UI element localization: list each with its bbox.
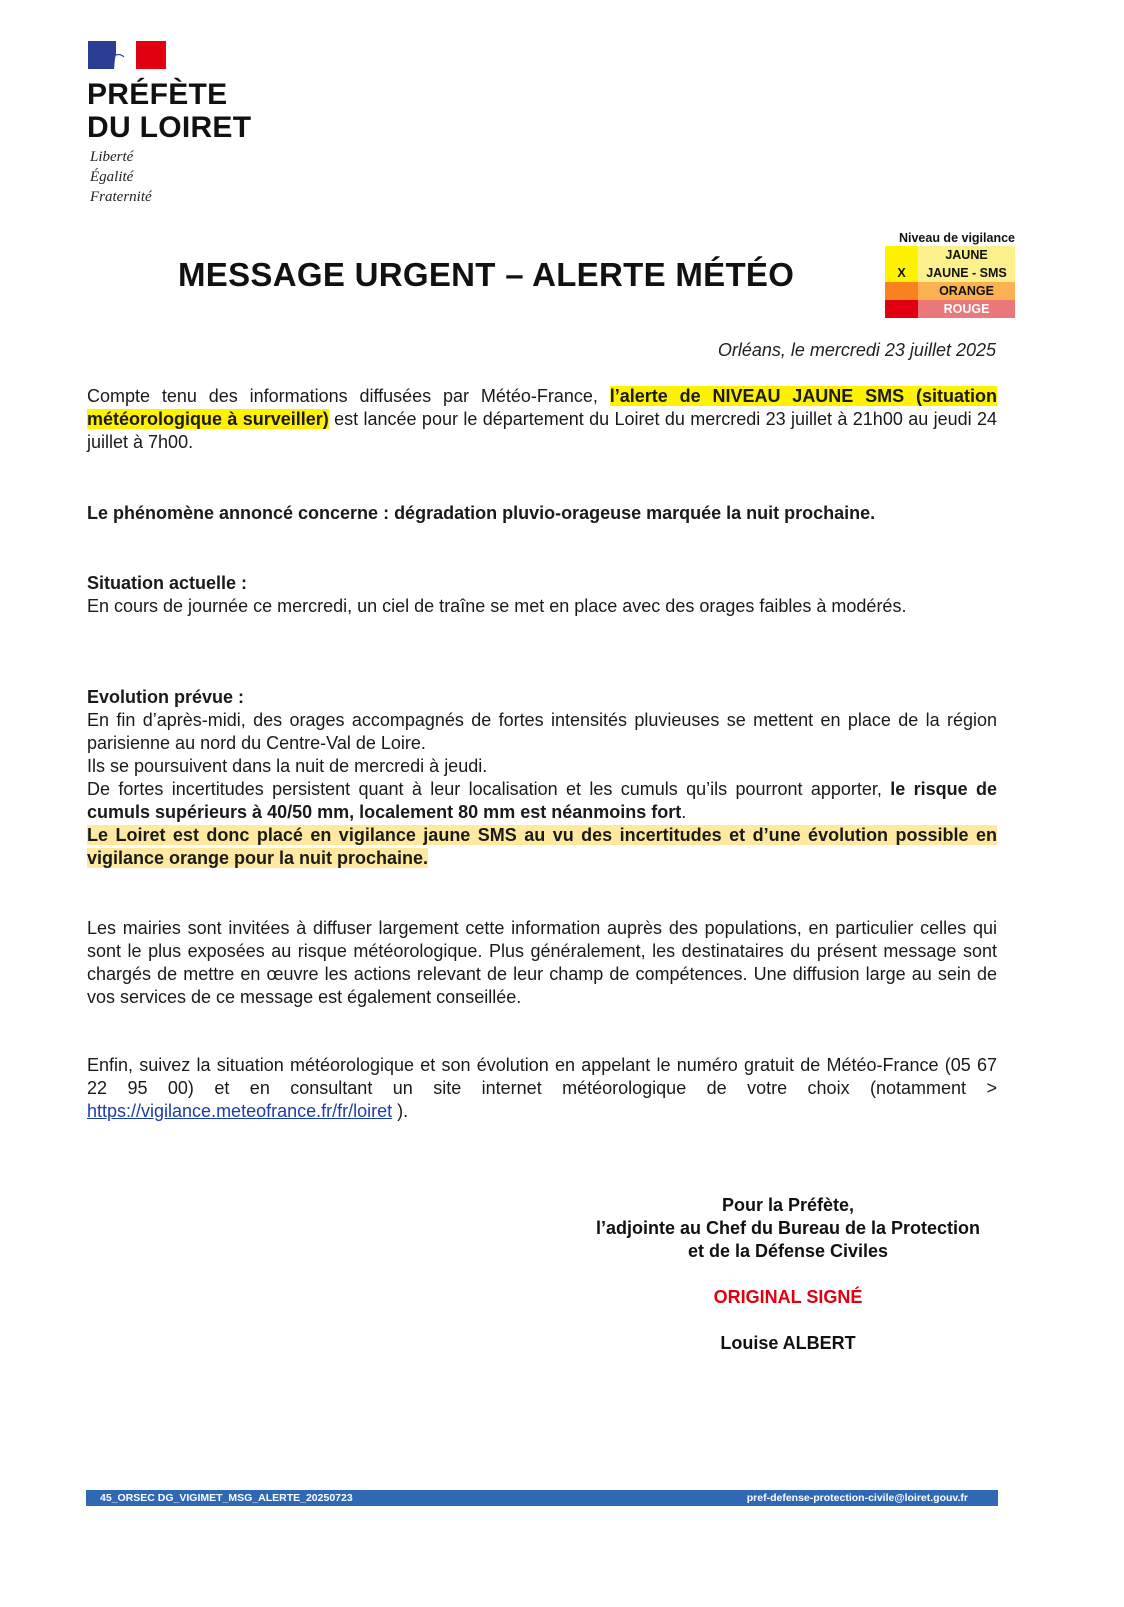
- marianne-logo: [88, 41, 166, 69]
- republic-motto: [90, 147, 152, 207]
- evolution-line-3-end: .: [681, 802, 687, 822]
- intro-paragraph: [87, 385, 997, 454]
- intro-text: Compte tenu des informations diffusées par Météo-France,: [87, 386, 610, 406]
- prefecture-line-1: PRÉFÈTE: [87, 78, 228, 111]
- vigilance-meteofrance-link[interactable]: https://vigilance.meteofrance.fr/fr/loiret: [87, 1101, 393, 1121]
- motto-fraternite: Fraternité: [90, 189, 152, 205]
- follow-up-paragraph: [87, 1054, 997, 1123]
- prefecture-line-2: DU LOIRET: [87, 111, 252, 144]
- phenomenon-statement: Le phénomène annoncé concerne : dégradation pluvio-orageuse marquée la nuit prochaine.: [87, 503, 876, 523]
- vigilance-placement-highlight: Le Loiret est donc placé en vigilance jaune SMS au vu des incertitudes et d’une évolution possible en vigilance orange pour la nuit prochaine.: [87, 825, 997, 868]
- original-signed-status: ORIGINAL SIGNÉ: [713, 1287, 863, 1307]
- footer-email[interactable]: pref-defense-protection-civile@loiret.gouv.fr: [746, 1492, 968, 1504]
- prefecture-name: [87, 78, 251, 144]
- rainfall-risk-text: le risque de cumuls supérieurs à 40/50 mm, localement 80 mm est néanmoins fort: [87, 779, 997, 822]
- footer-bar: [86, 1490, 998, 1506]
- date-line: Orléans, le mercredi 23 juillet 2025: [717, 340, 996, 360]
- vigilance-swatch: [885, 246, 918, 264]
- vigilance-label: ROUGE: [918, 300, 1015, 318]
- motto-egalite: Égalité: [90, 169, 134, 185]
- evolution-line-1: En fin d’après-midi, des orages accompagnés de fortes intensités pluvieuses se mettent en place de la région parisienne au nord du Centre-Val de Loire.: [87, 710, 997, 753]
- vigilance-level-box: [885, 230, 1015, 318]
- evolution-section: [87, 686, 997, 870]
- evolution-line-4: [87, 824, 997, 870]
- vigilance-row-rouge: [885, 300, 1015, 318]
- vigilance-selected-mark: X: [885, 264, 918, 282]
- marianne-profile-icon: [108, 43, 134, 69]
- evolution-line-3: [87, 778, 997, 824]
- follow-up-end: ).: [392, 1101, 409, 1121]
- vigilance-row-jaune-sms: [885, 264, 1015, 282]
- signature-line-2: l’adjointe au Chef du Bureau de la Protection: [595, 1218, 981, 1238]
- evolution-line-2: Ils se poursuivent dans la nuit de mercredi à jeudi.: [87, 756, 488, 776]
- page-title: MESSAGE URGENT – ALERTE MÉTÉO: [178, 256, 795, 293]
- intro-period-text: est lancée pour le département du Loiret du mercredi 23 juillet à 21h00 au jeudi 24 juillet à 7h00.: [87, 409, 997, 452]
- signature-block: [560, 1194, 1016, 1263]
- signatory-name: Louise ALBERT: [720, 1333, 856, 1353]
- signature-line-3: et de la Défense Civiles: [687, 1241, 889, 1261]
- evolution-uncertainty-text: De fortes incertitudes persistent quant à leur localisation et les cumuls qu’ils pourront apporter,: [87, 779, 891, 799]
- motto-liberte: Liberté: [90, 149, 134, 165]
- vigilance-heading: Niveau de vigilance: [898, 231, 1015, 245]
- situation-heading: Situation actuelle :: [87, 573, 248, 593]
- footer-reference: 45_ORSEC DG_VIGIMET_MSG_ALERTE_20250723: [100, 1492, 353, 1504]
- evolution-heading: Evolution prévue :: [87, 687, 245, 707]
- vigilance-swatch: [885, 300, 918, 318]
- signature-line-1: Pour la Préfète,: [721, 1195, 855, 1215]
- vigilance-label: ORANGE: [918, 282, 1015, 300]
- vigilance-swatch: [885, 282, 918, 300]
- vigilance-label: JAUNE: [918, 246, 1015, 264]
- alert-level-highlight: l’alerte de NIVEAU JAUNE SMS (situation météorologique à surveiller): [87, 386, 997, 429]
- mairies-paragraph: Les mairies sont invitées à diffuser largement cette information auprès des populations, en particulier celles qui sont le plus exposées au risque météorologique. Plus généralement, les destinataires du présent message sont chargés de mettre en œuvre les actions relevant de leur champ de compétences. Une diffusion large au sein de vos services de ce message est également conseillée.: [87, 918, 997, 1007]
- follow-up-text: Enfin, suivez la situation météorologique et son évolution en appelant le numéro gratuit de Météo-France (05 67 22 95 00) et en consultant un site internet météorologique de votre choix (notamment >: [87, 1055, 997, 1098]
- vigilance-row-jaune: [885, 246, 1015, 264]
- vigilance-row-orange: [885, 282, 1015, 300]
- situation-text: En cours de journée ce mercredi, un ciel de traîne se met en place avec des orages faibles à modérés.: [87, 596, 907, 616]
- situation-section: [87, 572, 997, 618]
- vigilance-label: JAUNE - SMS: [918, 264, 1015, 282]
